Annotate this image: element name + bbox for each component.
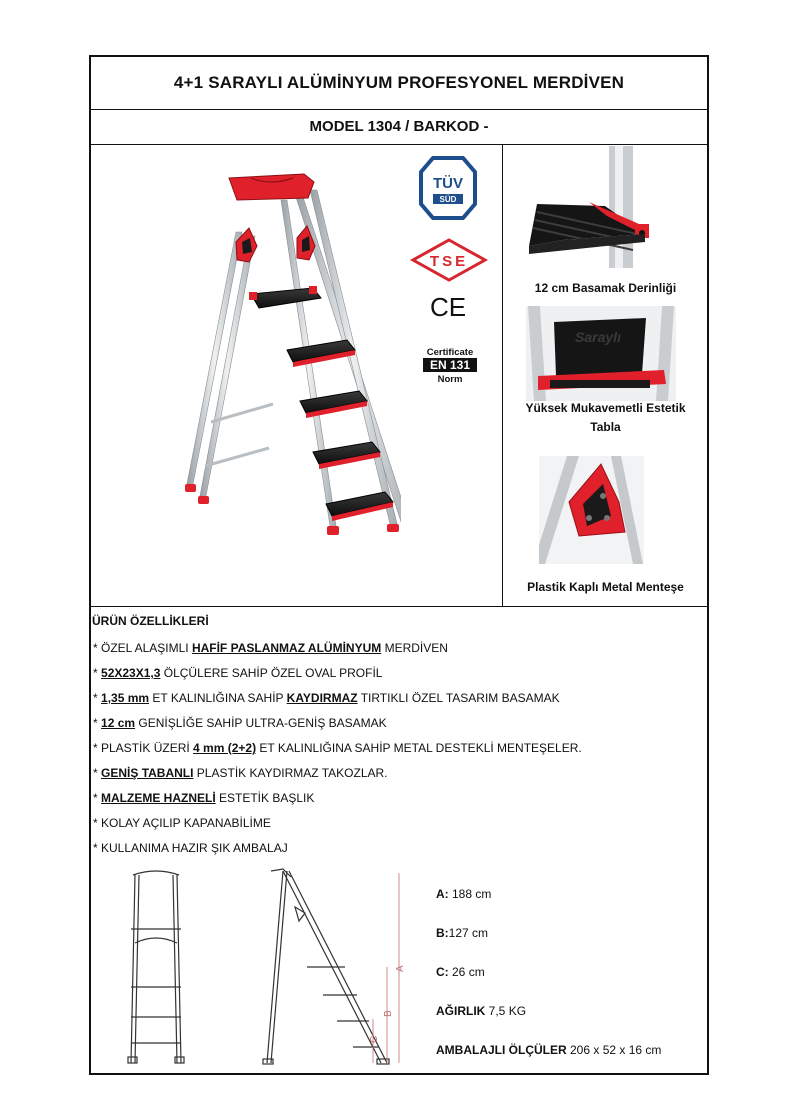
svg-text:B: B [383,1010,394,1017]
svg-text:TSE: TSE [429,253,469,270]
tuv-sud-logo [421,158,475,218]
spec-c: C: 26 cm [436,965,485,979]
feature-item: * GENİŞ TABANLI PLASTİK KAYDIRMAZ TAKOZLAR. [93,766,388,780]
step-depth-photo [519,146,654,268]
hinge-photo [539,456,644,564]
step-depth-caption: 12 cm Basamak Derinliği [534,281,677,295]
svg-text:TÜV: TÜV [433,175,463,192]
svg-text:Norm: Norm [437,374,463,385]
platform-caption-line2: Tabla [590,420,621,434]
svg-text:A: A [395,965,406,972]
feature-item: * KULLANIMA HAZIR ŞIK AMBALAJ [93,841,288,855]
svg-text:Saraylı: Saraylı [575,329,621,345]
column-divider [502,144,503,606]
spec-b: B:127 cm [436,926,489,940]
svg-text:Certificate: Certificate [426,347,474,358]
certification-logos [409,154,494,394]
svg-text:EN 131: EN 131 [429,358,471,372]
features-heading: ÜRÜN ÖZELLİKLERİ [92,614,209,628]
side-view-drawing [261,867,411,1072]
ce-mark: CE [429,292,467,322]
spec-weight: AĞIRLIK 7,5 KG [436,1004,527,1018]
detail-photos-column [504,144,707,606]
hinge-caption: Plastik Kaplı Metal Menteşe [527,580,684,594]
feature-item: * ÖZEL ALAŞIMLI HAFİF PASLANMAZ ALÜMİNYUM MERDİVEN [93,641,448,655]
tse-logo [413,240,485,280]
platform-tray-photo [526,306,676,401]
feature-item: * 1,35 mm ET KALINLIĞINA SAHİP KAYDIRMAZ TIRTIKLI ÖZEL TASARIM BASAMAK [93,691,560,705]
feature-item: * PLASTİK ÜZERİ 4 mm (2+2) ET KALINLIĞINA SAHİP METAL DESTEKLİ MENTEŞELER. [93,741,582,755]
feature-item: * KOLAY AÇILIP KAPANABİLİME [93,816,271,830]
front-view-drawing [121,867,191,1067]
model-barcode-line: MODEL 1304 / BARKOD - [91,109,707,145]
product-sheet [89,55,709,1075]
feature-item: * 52X23X1,3 ÖLÇÜLERE SAHİP ÖZEL OVAL PROFİL [93,666,383,680]
dimensions-section [91,867,707,1075]
ladder-product-image [101,154,401,599]
svg-text:SÜD: SÜD [439,195,457,204]
spec-package-size: AMBALAJLI ÖLÇÜLER 206 x 52 x 16 cm [436,1043,662,1057]
product-features [91,608,707,868]
feature-item: * MALZEME HAZNELİ ESTETİK BAŞLIK [93,791,315,805]
image-area [91,144,707,607]
spec-a: A: 188 cm [436,887,492,901]
feature-item: * 12 cm GENİŞLİĞE SAHİP ULTRA-GENİŞ BASAMAK [93,716,387,730]
svg-text:C: C [369,1035,380,1043]
en131-certificate-badge [423,347,477,385]
platform-caption-line1: Yüksek Mukavemetli Estetik [525,401,686,415]
product-title: 4+1 SARAYLI ALÜMİNYUM PROFESYONEL MERDİVEN [91,57,707,110]
